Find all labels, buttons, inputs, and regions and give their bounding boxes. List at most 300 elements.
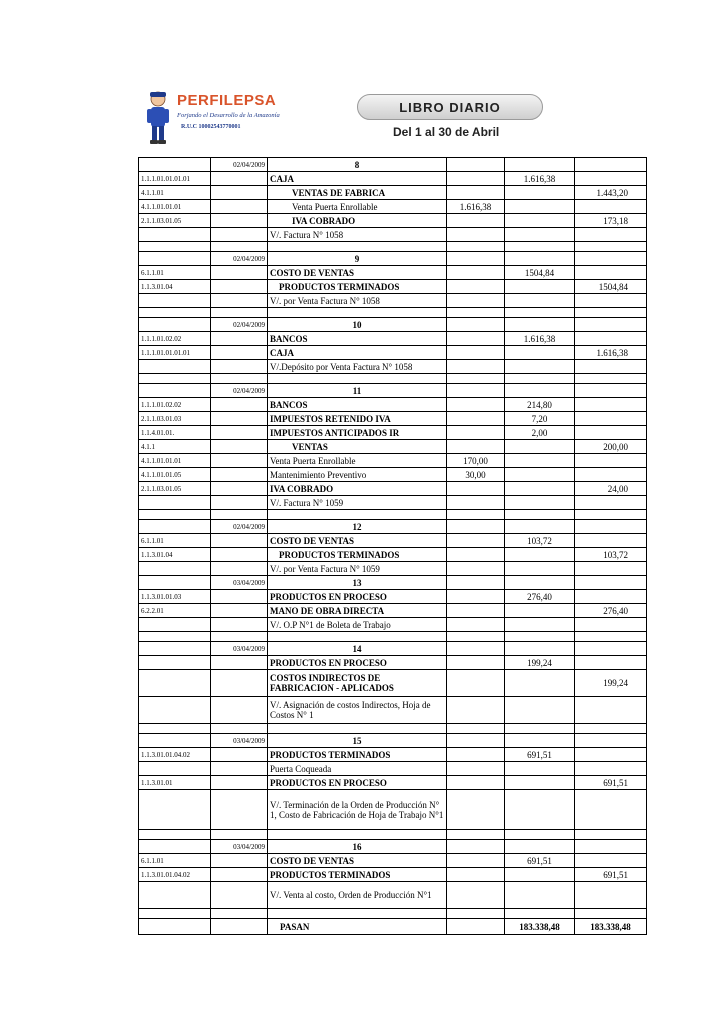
parcial-amount — [447, 482, 505, 496]
empty-cell — [139, 384, 211, 398]
title-pill — [357, 94, 543, 120]
parcial-amount — [447, 398, 505, 412]
empty-cell — [211, 882, 268, 909]
journal-line-row — [139, 482, 647, 496]
totals-row — [139, 919, 647, 935]
parcial-amount — [447, 360, 505, 374]
entry-date: 02/04/2009 — [211, 318, 268, 332]
empty-cell — [447, 520, 505, 534]
entry-number: 14 — [268, 642, 447, 656]
debe-amount — [505, 618, 575, 632]
empty-cell — [211, 228, 268, 242]
debe-amount — [505, 670, 575, 697]
account-code: 2.1.1.03.01.05 — [139, 214, 211, 228]
entry-date: 02/04/2009 — [211, 252, 268, 266]
empty-cell — [575, 252, 647, 266]
account-code — [139, 360, 211, 374]
empty-cell — [211, 454, 268, 468]
empty-cell — [211, 510, 268, 520]
empty-cell — [139, 840, 211, 854]
account-code: 1.1.3.01.04 — [139, 280, 211, 294]
journal-line-row — [139, 496, 647, 510]
line-description: V/. por Venta Factura N° 1058 — [268, 294, 447, 308]
account-code — [139, 618, 211, 632]
empty-cell — [211, 496, 268, 510]
journal-line-row — [139, 280, 647, 294]
empty-cell — [211, 604, 268, 618]
journal-line-row — [139, 186, 647, 200]
empty-cell — [211, 332, 268, 346]
empty-cell — [211, 360, 268, 374]
debe-amount — [505, 548, 575, 562]
haber-amount — [575, 266, 647, 280]
empty-cell — [447, 318, 505, 332]
empty-cell — [505, 242, 575, 252]
journal-line-row — [139, 534, 647, 548]
line-description: Puerta Coqueada — [268, 762, 447, 776]
empty-cell — [211, 724, 268, 734]
empty-cell — [211, 909, 268, 919]
haber-amount — [575, 618, 647, 632]
empty-cell — [211, 548, 268, 562]
line-description: V/. Factura N° 1058 — [268, 228, 447, 242]
account-code: 1.1.3.01.01.04.02 — [139, 748, 211, 762]
parcial-amount — [447, 440, 505, 454]
empty-cell — [211, 440, 268, 454]
account-code: 4.1.1.01.01.01 — [139, 454, 211, 468]
title-banner — [357, 86, 545, 148]
empty-cell — [447, 576, 505, 590]
brand-name: PERFILEPSA — [177, 92, 277, 109]
line-description: V/. Venta al costo, Orden de Producción N°1 — [268, 882, 447, 909]
line-description: PRODUCTOS EN PROCESO — [268, 776, 447, 790]
company-ruc: R.U.C 10002543770001 — [181, 124, 241, 130]
journal-line-row — [139, 412, 647, 426]
account-code — [139, 228, 211, 242]
line-description: Venta Puerta Enrollable — [268, 200, 447, 214]
empty-cell — [268, 909, 447, 919]
line-description: PRODUCTOS TERMINADOS — [268, 280, 447, 294]
empty-cell — [211, 266, 268, 280]
empty-cell — [268, 242, 447, 252]
empty-cell — [447, 374, 505, 384]
empty-cell — [211, 308, 268, 318]
line-description: COSTO DE VENTAS — [268, 534, 447, 548]
empty-cell — [211, 374, 268, 384]
debe-amount — [505, 882, 575, 909]
haber-amount: 1.443,20 — [575, 186, 647, 200]
account-code: 6.1.1.01 — [139, 266, 211, 280]
parcial-amount — [447, 426, 505, 440]
empty-cell — [211, 670, 268, 697]
haber-amount: 276,40 — [575, 604, 647, 618]
parcial-amount — [447, 590, 505, 604]
empty-cell — [211, 748, 268, 762]
parcial-amount — [447, 618, 505, 632]
debe-amount — [505, 186, 575, 200]
line-description: COSTOS INDIRECTOS DE FABRICACION - APLICADOS — [268, 670, 447, 697]
entry-header-row — [139, 384, 647, 398]
entry-header-row — [139, 734, 647, 748]
parcial-amount — [447, 214, 505, 228]
parcial-amount — [447, 294, 505, 308]
empty-cell — [211, 762, 268, 776]
parcial-amount — [447, 697, 505, 724]
empty-cell — [575, 374, 647, 384]
haber-amount — [575, 854, 647, 868]
empty-cell — [447, 734, 505, 748]
empty-cell — [447, 510, 505, 520]
empty-cell — [505, 840, 575, 854]
parcial-amount — [447, 534, 505, 548]
debe-amount — [505, 346, 575, 360]
empty-cell — [211, 868, 268, 882]
haber-amount: 173,18 — [575, 214, 647, 228]
journal-body — [139, 158, 647, 935]
empty-cell — [447, 252, 505, 266]
debe-amount: 7,20 — [505, 412, 575, 426]
empty-cell — [139, 308, 211, 318]
haber-amount — [575, 790, 647, 830]
haber-amount — [575, 426, 647, 440]
empty-cell — [139, 242, 211, 252]
haber-amount — [575, 294, 647, 308]
journal-line-row — [139, 266, 647, 280]
empty-cell — [447, 632, 505, 642]
parcial-amount — [447, 656, 505, 670]
empty-cell — [211, 830, 268, 840]
entry-number: 10 — [268, 318, 447, 332]
journal-line-row — [139, 454, 647, 468]
entry-header-row — [139, 318, 647, 332]
journal-line-row — [139, 468, 647, 482]
entry-date: 03/04/2009 — [211, 734, 268, 748]
empty-cell — [139, 830, 211, 840]
line-description: Mantenimiento Preventivo — [268, 468, 447, 482]
empty-cell — [447, 909, 505, 919]
line-description: BANCOS — [268, 332, 447, 346]
line-description: MANO DE OBRA DIRECTA — [268, 604, 447, 618]
document-period: Del 1 al 30 de Abril — [393, 125, 500, 139]
empty-cell — [505, 374, 575, 384]
journal-line-row — [139, 346, 647, 360]
account-code: 1.1.3.01.01 — [139, 776, 211, 790]
journal-table — [138, 157, 647, 935]
line-description: VENTAS DE FABRICA — [268, 186, 447, 200]
empty-cell — [211, 200, 268, 214]
empty-cell — [505, 384, 575, 398]
empty-cell — [139, 919, 211, 935]
empty-cell — [575, 909, 647, 919]
parcial-amount — [447, 604, 505, 618]
empty-cell — [575, 308, 647, 318]
empty-cell — [575, 384, 647, 398]
account-code: 2.1.1.03.01.05 — [139, 482, 211, 496]
haber-amount: 691,51 — [575, 776, 647, 790]
line-description: V/. Asignación de costos Indirectos, Hoja de Costos N° 1 — [268, 697, 447, 724]
totals-debe: 183.338,48 — [505, 919, 575, 935]
debe-amount — [505, 697, 575, 724]
debe-amount — [505, 360, 575, 374]
haber-amount — [575, 228, 647, 242]
haber-amount — [575, 882, 647, 909]
debe-amount: 276,40 — [505, 590, 575, 604]
empty-cell — [575, 242, 647, 252]
account-code — [139, 697, 211, 724]
account-code: 4.1.1.01.01.05 — [139, 468, 211, 482]
line-description: COSTO DE VENTAS — [268, 854, 447, 868]
line-description: IVA COBRADO — [268, 214, 447, 228]
empty-cell — [575, 840, 647, 854]
line-description: IVA COBRADO — [268, 482, 447, 496]
empty-cell — [139, 632, 211, 642]
empty-cell — [139, 252, 211, 266]
empty-cell — [139, 724, 211, 734]
empty-cell — [447, 242, 505, 252]
empty-cell — [505, 252, 575, 266]
empty-cell — [575, 510, 647, 520]
line-description: CAJA — [268, 172, 447, 186]
empty-cell — [505, 724, 575, 734]
spacer-row — [139, 510, 647, 520]
entry-header-row — [139, 840, 647, 854]
entry-header-row — [139, 642, 647, 656]
empty-cell — [447, 158, 505, 172]
debe-amount — [505, 214, 575, 228]
haber-amount — [575, 762, 647, 776]
line-description: V/. O.P N°1 de Boleta de Trabajo — [268, 618, 447, 632]
empty-cell — [268, 724, 447, 734]
account-code — [139, 562, 211, 576]
document-header — [137, 86, 545, 148]
empty-cell — [575, 734, 647, 748]
empty-cell — [211, 186, 268, 200]
spacer-row — [139, 724, 647, 734]
haber-amount — [575, 360, 647, 374]
journal-line-row — [139, 398, 647, 412]
spacer-row — [139, 909, 647, 919]
entry-date: 02/04/2009 — [211, 384, 268, 398]
debe-amount — [505, 868, 575, 882]
entry-date: 03/04/2009 — [211, 576, 268, 590]
account-code: 6.1.1.01 — [139, 534, 211, 548]
parcial-amount — [447, 346, 505, 360]
parcial-amount — [447, 172, 505, 186]
entry-number: 11 — [268, 384, 447, 398]
debe-amount — [505, 228, 575, 242]
account-code: 1.1.1.01.02.02 — [139, 398, 211, 412]
account-code: 1.1.4.01.01. — [139, 426, 211, 440]
empty-cell — [575, 830, 647, 840]
line-description: IMPUESTOS ANTICIPADOS IR — [268, 426, 447, 440]
debe-amount — [505, 294, 575, 308]
parcial-amount — [447, 412, 505, 426]
empty-cell — [575, 642, 647, 656]
debe-amount: 1.616,38 — [505, 172, 575, 186]
parcial-amount: 30,00 — [447, 468, 505, 482]
account-code: 6.1.1.01 — [139, 854, 211, 868]
journal-line-row — [139, 776, 647, 790]
empty-cell — [211, 618, 268, 632]
entry-header-row — [139, 520, 647, 534]
empty-cell — [211, 468, 268, 482]
account-code — [139, 294, 211, 308]
parcial-amount: 170,00 — [447, 454, 505, 468]
account-code: 1.1.3.01.04 — [139, 548, 211, 562]
debe-amount — [505, 604, 575, 618]
parcial-amount — [447, 776, 505, 790]
journal-line-row — [139, 882, 647, 909]
empty-cell — [211, 854, 268, 868]
empty-cell — [575, 724, 647, 734]
empty-cell — [505, 520, 575, 534]
empty-cell — [505, 909, 575, 919]
haber-amount — [575, 748, 647, 762]
debe-amount: 691,51 — [505, 748, 575, 762]
empty-cell — [447, 642, 505, 656]
empty-cell — [447, 830, 505, 840]
debe-amount — [505, 496, 575, 510]
empty-cell — [268, 632, 447, 642]
journal-line-row — [139, 332, 647, 346]
empty-cell — [575, 318, 647, 332]
haber-amount — [575, 200, 647, 214]
empty-cell — [139, 374, 211, 384]
account-code: 1.1.3.01.01.04.02 — [139, 868, 211, 882]
brand-slogan: Forjando el Desarrollo de la Amazonía — [177, 112, 280, 119]
parcial-amount — [447, 280, 505, 294]
line-description: CAJA — [268, 346, 447, 360]
empty-cell — [268, 308, 447, 318]
empty-cell — [211, 632, 268, 642]
empty-cell — [211, 172, 268, 186]
totals-label: PASAN — [268, 919, 447, 935]
empty-cell — [268, 374, 447, 384]
entry-number: 13 — [268, 576, 447, 590]
parcial-amount — [447, 228, 505, 242]
entry-number: 9 — [268, 252, 447, 266]
entry-date: 02/04/2009 — [211, 158, 268, 172]
haber-amount: 103,72 — [575, 548, 647, 562]
account-code: 1.1.3.01.01.03 — [139, 590, 211, 604]
haber-amount — [575, 656, 647, 670]
debe-amount: 1.616,38 — [505, 332, 575, 346]
entry-number: 8 — [268, 158, 447, 172]
haber-amount: 199,24 — [575, 670, 647, 697]
debe-amount: 1504,84 — [505, 266, 575, 280]
account-code: 6.2.2.01 — [139, 604, 211, 618]
empty-cell — [447, 724, 505, 734]
entry-number: 15 — [268, 734, 447, 748]
empty-cell — [505, 830, 575, 840]
debe-amount — [505, 562, 575, 576]
empty-cell — [211, 214, 268, 228]
empty-cell — [211, 790, 268, 830]
account-code: 2.1.1.03.01.03 — [139, 412, 211, 426]
line-description: V/. Factura N° 1059 — [268, 496, 447, 510]
haber-amount — [575, 534, 647, 548]
journal-line-row — [139, 762, 647, 776]
line-description: Venta Puerta Enrollable — [268, 454, 447, 468]
entry-date: 03/04/2009 — [211, 840, 268, 854]
parcial-amount — [447, 748, 505, 762]
empty-cell — [211, 534, 268, 548]
account-code — [139, 882, 211, 909]
empty-cell — [211, 590, 268, 604]
account-code: 1.1.1.01.01.01.01 — [139, 346, 211, 360]
parcial-amount — [447, 562, 505, 576]
debe-amount — [505, 776, 575, 790]
parcial-amount — [447, 854, 505, 868]
debe-amount: 103,72 — [505, 534, 575, 548]
empty-cell — [139, 576, 211, 590]
entry-header-row — [139, 252, 647, 266]
empty-cell — [575, 576, 647, 590]
line-description: V/. Terminación de la Orden de Producción N° 1, Costo de Fabricación de Hoja de Trabajo N°1 — [268, 790, 447, 830]
entry-date: 02/04/2009 — [211, 520, 268, 534]
empty-cell — [505, 158, 575, 172]
line-description: PRODUCTOS TERMINADOS — [268, 548, 447, 562]
debe-amount — [505, 482, 575, 496]
debe-amount — [505, 468, 575, 482]
spacer-row — [139, 242, 647, 252]
account-code: 4.1.1 — [139, 440, 211, 454]
line-description: PRODUCTOS EN PROCESO — [268, 590, 447, 604]
empty-cell — [505, 510, 575, 520]
empty-cell — [139, 734, 211, 748]
empty-cell — [505, 576, 575, 590]
haber-amount: 200,00 — [575, 440, 647, 454]
account-code: 1.1.1.01.01.01.01 — [139, 172, 211, 186]
journal-line-row — [139, 214, 647, 228]
empty-cell — [447, 840, 505, 854]
parcial-amount — [447, 332, 505, 346]
debe-amount — [505, 454, 575, 468]
entry-number: 16 — [268, 840, 447, 854]
empty-cell — [211, 280, 268, 294]
haber-amount: 1.616,38 — [575, 346, 647, 360]
parcial-amount — [447, 762, 505, 776]
empty-cell — [211, 426, 268, 440]
journal-line-row — [139, 200, 647, 214]
empty-cell — [211, 482, 268, 496]
empty-cell — [139, 510, 211, 520]
company-logo — [137, 86, 352, 148]
journal-line-row — [139, 697, 647, 724]
parcial-amount — [447, 882, 505, 909]
spacer-row — [139, 830, 647, 840]
journal-line-row — [139, 748, 647, 762]
journal-line-row — [139, 868, 647, 882]
mascot-icon — [145, 90, 171, 144]
line-description: PRODUCTOS TERMINADOS — [268, 868, 447, 882]
journal-line-row — [139, 360, 647, 374]
journal-line-row — [139, 562, 647, 576]
account-code — [139, 496, 211, 510]
empty-cell — [447, 384, 505, 398]
parcial-amount — [447, 670, 505, 697]
spacer-row — [139, 632, 647, 642]
debe-amount — [505, 440, 575, 454]
journal-line-row — [139, 656, 647, 670]
empty-cell — [211, 697, 268, 724]
parcial-amount — [447, 790, 505, 830]
haber-amount — [575, 590, 647, 604]
empty-cell — [447, 308, 505, 318]
line-description: IMPUESTOS RETENIDO IVA — [268, 412, 447, 426]
entry-number: 12 — [268, 520, 447, 534]
entry-header-row — [139, 158, 647, 172]
